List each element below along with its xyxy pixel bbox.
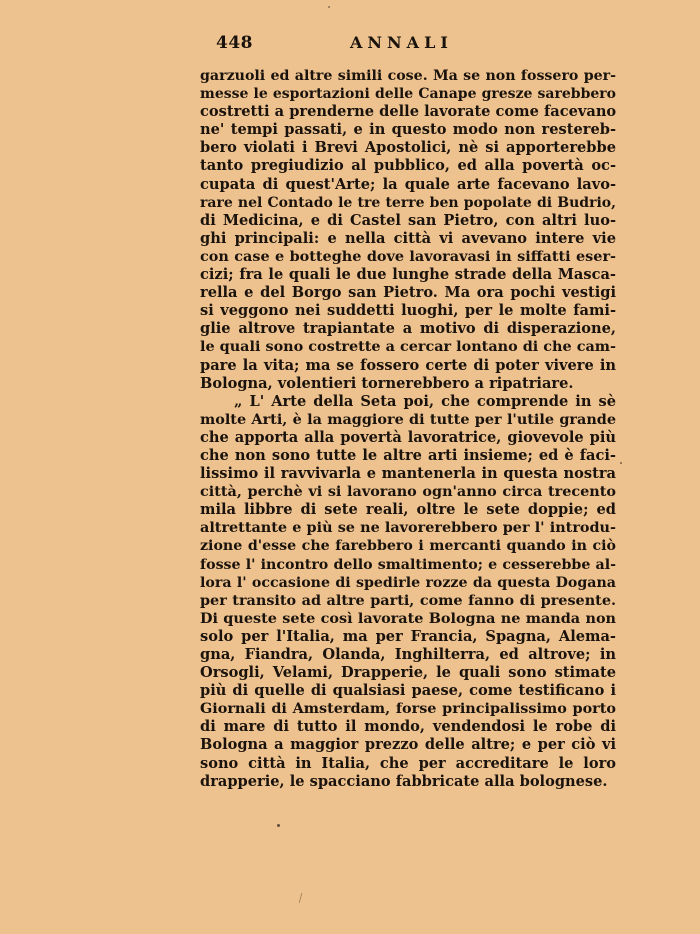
- text-line: molte Arti, è la maggiore di tutte per l'utile grande: [200, 410, 616, 428]
- text-line: messe le esportazioni delle Canape gresze sarebbero: [200, 86, 616, 103]
- text-line: di Medicina, e di Castel san Pietro, con altri luo-: [200, 211, 616, 229]
- text-line: lora l' occasione di spedirle rozze da questa Dogana: [200, 574, 616, 591]
- ink-speck: [277, 824, 280, 827]
- text-line: rare nel Contado le tre terre ben popolate di Budrio,: [200, 194, 616, 211]
- text-line: che non sono tutte le altre arti insieme; ed è faci-: [200, 446, 616, 464]
- text-line: bero violati i Brevi Apostolici, nè si apporterebbe: [200, 139, 616, 157]
- text-line: si veggono nei suddetti luoghi, per le molte fami-: [200, 302, 616, 320]
- text-line: zione d'esse che farebbero i mercanti quando in ciò: [200, 538, 616, 555]
- text-line: lissimo il ravvivarla e mantenerla in questa nostra: [200, 465, 616, 483]
- text-line: per transito ad altre parti, come fanno di presente.: [200, 591, 616, 609]
- running-title: ANNALI: [350, 33, 453, 52]
- text-line: rella e del Borgo san Pietro. Ma ora pochi vestigi: [200, 284, 616, 302]
- text-line: di mare di tutto il mondo, vendendosi le robe di: [200, 718, 616, 736]
- text-line: fosse l' incontro dello smaltimento; e cesserebbe al-: [200, 556, 616, 573]
- text-line: Bologna a maggior prezzo delle altre; e per ciò vi: [200, 736, 616, 754]
- text-line: cupata di quest'Arte; la quale arte facevano lavo-: [200, 175, 616, 193]
- text-line: cizi; fra le quali le due lunghe strade della Masca-: [200, 266, 616, 284]
- text-line: „ L' Arte della Seta poi, che comprende in sè: [234, 392, 616, 410]
- text-line: mila libbre di sete reali, oltre le sete doppie; ed: [200, 501, 616, 519]
- text-line: altrettante e più se ne lavorerebbero per l' introdu-: [200, 519, 616, 537]
- text-line: più di quelle di qualsiasi paese, come testificano i: [200, 682, 616, 700]
- text-line: drapperie, le spacciano fabbricate alla bolognese.: [200, 772, 608, 790]
- text-line: Bologna, volentieri tornerebbero a ripatriare.: [200, 374, 574, 392]
- text-line: solo per l'Italia, ma per Francia, Spagna, Alema-: [200, 627, 616, 645]
- text-line: che apporta alla povertà lavoratrice, giovevole più: [200, 428, 616, 446]
- text-line: città, perchè vi si lavorano ogn'anno circa trecento: [200, 483, 616, 501]
- text-line: Giornali di Amsterdam, forse principalissimo porto: [200, 700, 616, 718]
- ink-speck: [620, 462, 622, 464]
- text-line: ne' tempi passati, e in questo modo non resterеb-: [200, 121, 616, 139]
- text-line: garzuoli ed altre simili cose. Ma se non fossero per-: [200, 68, 616, 84]
- text-line: costretti a prenderne delle lavorate come facevano: [200, 103, 617, 121]
- text-line: tanto pregiudizio al pubblico, ed alla povertà oc-: [200, 157, 616, 175]
- text-line: glie altrove trapiantate a motivo di disperazione,: [200, 320, 616, 338]
- page-number: 448: [216, 33, 253, 53]
- text-line: ghi principali: e nella città vi avevano intere vie: [200, 229, 616, 247]
- body-text: [200, 67, 616, 791]
- text-line: Orsogli, Velami, Drapperie, le quali sono stimate: [200, 664, 616, 682]
- running-head: [200, 33, 616, 55]
- text-line: Di queste sete così lavorate Bologna ne manda non: [200, 609, 616, 627]
- text-line: gna, Fiandra, Olanda, Inghilterra, ed altrove; in: [200, 646, 616, 663]
- ink-speck: [328, 6, 330, 8]
- ink-speck: [299, 893, 303, 903]
- text-line: con case e botteghe dove lavoravasi in siffatti eser-: [200, 247, 616, 265]
- text-line: pare la vita; ma se fossero certe di poter vivere in: [200, 356, 616, 374]
- text-line: le quali sono costrette a cercar lontano di che cam-: [200, 338, 616, 356]
- text-line: sono città in Italia, che per accreditare le loro: [200, 754, 616, 772]
